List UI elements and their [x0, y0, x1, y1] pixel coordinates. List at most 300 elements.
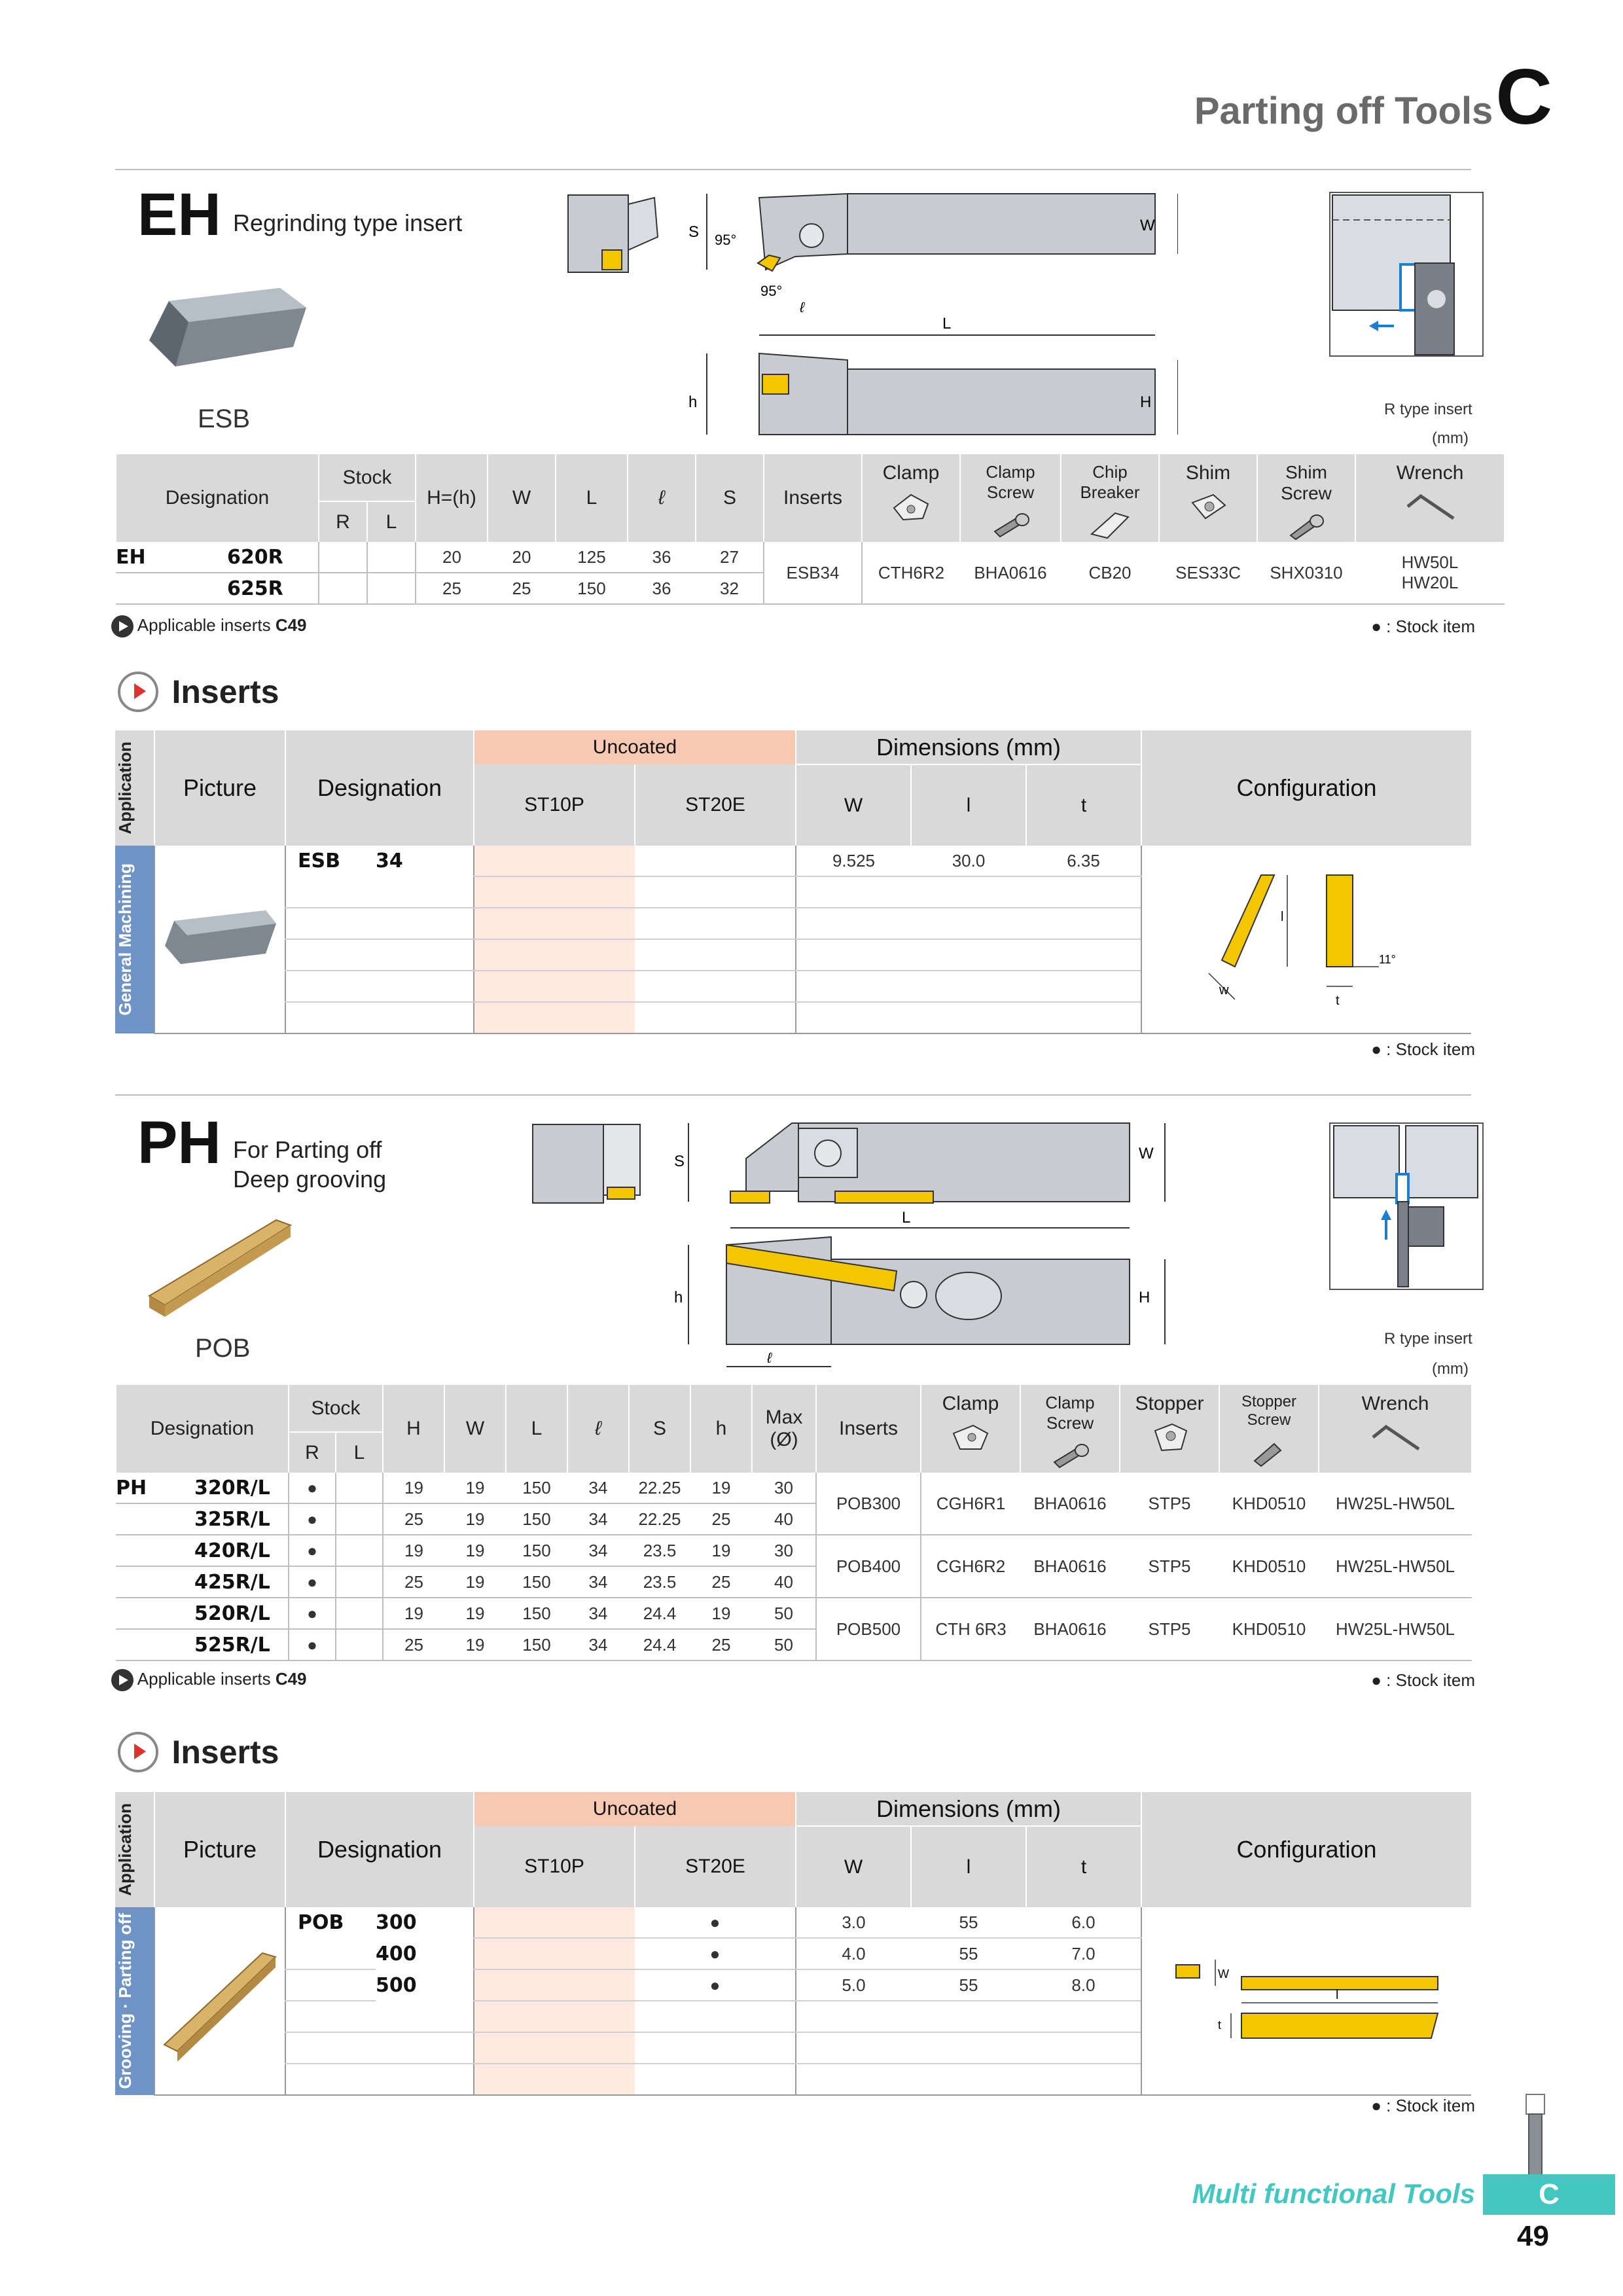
ph-h-L: L — [506, 1385, 567, 1473]
eh-h-h: H=(h) — [416, 454, 488, 542]
eh-h-clamp-screw-label: Clamp Screw — [986, 462, 1035, 502]
pob-insert-picture — [158, 1933, 282, 2064]
ph-code: PH — [137, 1109, 221, 1176]
chip-breaker-icon — [1089, 508, 1131, 541]
ph-row-3-H: 25 — [383, 1566, 444, 1598]
eh-row-1-s: 32 — [696, 573, 764, 604]
inserts1-empty-row — [285, 876, 376, 908]
eh-unit: (mm) — [1432, 429, 1469, 447]
eh-row-0-w: 20 — [488, 542, 556, 573]
inserts2-empty-cell — [911, 2064, 1026, 2095]
inserts2-empty-cell — [796, 2064, 911, 2095]
ph-row-3-w: 19 — [444, 1566, 506, 1598]
ph-prefix-empty — [116, 1503, 194, 1535]
ph-front-view — [530, 1122, 645, 1207]
eh-row-1-r — [319, 573, 367, 604]
inserts1-h-dims: Dimensions (mm) — [796, 730, 1141, 764]
inserts1-empty-cell — [635, 908, 796, 939]
ph-h-h: h — [690, 1385, 752, 1473]
inserts2-row-2-t: 8.0 — [1026, 1969, 1141, 2001]
inserts2-row-1-st10p — [474, 1938, 635, 1969]
ph-h-stopper-screw — [1219, 1385, 1319, 1473]
eh-h-wrench-label: Wrench — [1396, 462, 1464, 484]
ph-row-4-code: 520R/L — [194, 1598, 289, 1629]
eh-stock-note: ● : Stock item — [1371, 617, 1475, 636]
ph-prefix: PH — [116, 1473, 194, 1503]
ph-row-2-H: 19 — [383, 1535, 444, 1566]
stopper-screw-icon — [1248, 1435, 1290, 1467]
ph-rtype: R type insert — [1384, 1330, 1472, 1348]
ph-group-1-clamp: CGH6R2 — [921, 1535, 1020, 1598]
ph-row-3-max: 40 — [752, 1566, 816, 1598]
ph-row-5-code: 525R/L — [194, 1629, 289, 1660]
ph-row-0-s: 22.25 — [629, 1473, 690, 1503]
ph-row-4-h: 19 — [690, 1598, 752, 1629]
inserts1-empty-cell — [635, 971, 796, 1002]
inserts1-picture — [154, 846, 285, 1033]
ph-row-5-ll: 34 — [567, 1629, 629, 1660]
ph-h-stopper-screw-label: Stopper Screw — [1241, 1393, 1297, 1429]
ph-row-3-ll: 34 — [567, 1566, 629, 1598]
eh-h-l: L — [367, 501, 416, 542]
eh-code: EH — [137, 181, 221, 248]
eh-dim-h: h — [688, 393, 698, 411]
ph-prefix-empty — [116, 1566, 194, 1598]
ph-prefix-empty — [116, 1629, 194, 1660]
ph-h-inserts: Inserts — [816, 1385, 921, 1473]
inserts1-empty-cell — [376, 971, 474, 1002]
inserts1-row-0-l: 30.0 — [911, 846, 1026, 876]
ph-group-2-stopper: STP5 — [1120, 1598, 1219, 1660]
eh-dim-L: L — [942, 315, 952, 332]
inserts2-h-t: t — [1026, 1826, 1141, 1907]
inserts2-empty-cell — [376, 2001, 474, 2032]
pob-config-drawing — [1163, 1940, 1451, 2058]
inserts1-empty-cell — [376, 939, 474, 971]
ph-row-2-h: 19 — [690, 1535, 752, 1566]
ph-group-1-stopper-screw: KHD0510 — [1219, 1535, 1319, 1598]
arrow-circle-icon — [111, 615, 134, 637]
ph-h-max — [752, 1385, 816, 1473]
eh-row-1-code: 625R — [227, 573, 319, 604]
ph-group-2-stopper-screw: KHD0510 — [1219, 1598, 1319, 1660]
screw-icon — [1049, 1439, 1091, 1471]
eh-h-r: R — [319, 501, 367, 542]
eh-row-1-h: 25 — [416, 573, 488, 604]
eh-row-0-L: 125 — [556, 542, 628, 573]
inserts1-empty-cell — [1026, 908, 1141, 939]
inserts2-empty-cell — [635, 2032, 796, 2064]
inserts1-empty-cell — [911, 908, 1026, 939]
eh-row-0-h: 20 — [416, 542, 488, 573]
inserts1-empty-cell — [796, 876, 911, 908]
inserts2-empty-cell — [1026, 2064, 1141, 2095]
eh-application-diagram — [1329, 191, 1486, 358]
ph-group-2-wrench: HW25L-HW50L — [1319, 1598, 1472, 1660]
eh-subtitle: Regrinding type insert — [233, 209, 463, 236]
ph-row-0-ll: 34 — [567, 1473, 629, 1503]
eh-h-s: S — [696, 454, 764, 542]
ph-application-diagram — [1329, 1122, 1486, 1292]
inserts2-heading — [118, 1732, 279, 1772]
esb-insert-picture — [161, 901, 279, 973]
ph-h-clamp-screw — [1020, 1385, 1120, 1473]
inserts1-h-st20e: ST20E — [635, 764, 796, 846]
ph-prefix-empty — [116, 1535, 194, 1566]
inserts2-empty-row — [285, 2001, 376, 2032]
section-divider — [115, 1094, 1471, 1096]
ph-h-wrench — [1319, 1385, 1472, 1473]
inserts2-row-1-code: 400 — [376, 1942, 417, 1965]
eh-row-0-ll: 36 — [628, 542, 696, 573]
eh-row-1-l — [367, 573, 416, 604]
ph-group-1-clamp-screw: BHA0616 — [1020, 1535, 1120, 1598]
eh-applicable-label: Applicable inserts — [137, 615, 271, 635]
ph-row-0-L: 150 — [506, 1473, 567, 1503]
inserts1-empty-cell — [796, 971, 911, 1002]
inserts1-empty-cell — [796, 1002, 911, 1033]
inserts1-h-l: l — [911, 764, 1026, 846]
esb-config-w: w — [1219, 982, 1228, 997]
ph-group-0-stopper: STP5 — [1120, 1473, 1219, 1535]
inserts1-empty-cell — [474, 908, 635, 939]
inserts2-picture — [154, 1907, 285, 2095]
ph-row-1-s: 22.25 — [629, 1503, 690, 1535]
inserts2-row-1-st20e: ● — [635, 1938, 796, 1969]
eh-insert-name: ESB — [198, 404, 251, 433]
inserts1-empty-row — [285, 908, 376, 939]
inserts1-table — [115, 730, 1471, 1034]
inserts2-row-0-t: 6.0 — [1026, 1907, 1141, 1938]
ph-row-1-H: 25 — [383, 1503, 444, 1535]
ph-insert-name: POB — [195, 1334, 251, 1363]
eh-h-w: W — [488, 454, 556, 542]
inserts2-row-2-l: 55 — [911, 1969, 1026, 2001]
inserts1-empty-cell — [1026, 1002, 1141, 1033]
esb-config-angle: 11° — [1378, 952, 1396, 966]
eh-applicable-note[interactable] — [111, 615, 307, 637]
eh-clamp-screw: BHA0616 — [960, 542, 1061, 604]
inserts2-row-2-st10p — [474, 1969, 635, 2001]
inserts1-stock-note: ● : Stock item — [1371, 1039, 1475, 1059]
ph-row-5-h: 25 — [690, 1629, 752, 1660]
ph-row-1-ll: 34 — [567, 1503, 629, 1535]
inserts1-application: General Machining — [115, 846, 154, 1033]
ph-h-w: W — [444, 1385, 506, 1473]
inserts1-empty-cell — [474, 1002, 635, 1033]
ph-row-0-H: 19 — [383, 1473, 444, 1503]
ph-subtitle-1: For Parting off — [233, 1136, 382, 1163]
inserts1-h-config: Configuration — [1141, 730, 1471, 846]
ph-group-0-wrench: HW25L-HW50L — [1319, 1473, 1472, 1535]
inserts2-row-1-w: 4.0 — [796, 1938, 911, 1969]
ph-row-2-code: 420R/L — [194, 1535, 289, 1566]
ph-row-2-l — [336, 1535, 383, 1566]
eh-row-0-r — [319, 542, 367, 573]
inserts2-empty-cell — [376, 2064, 474, 2095]
play-icon — [118, 1732, 158, 1772]
inserts2-row-0-st10p — [474, 1907, 635, 1938]
inserts2-h-app: Application — [115, 1792, 154, 1907]
ph-dim-l: ℓ — [767, 1350, 772, 1366]
screw-icon — [990, 508, 1031, 541]
ph-h-max-1: Max — [765, 1407, 803, 1428]
ph-row-2-r: ● — [289, 1535, 336, 1566]
eh-h-L: L — [556, 454, 628, 542]
ph-group-2-clamp-screw: BHA0616 — [1020, 1598, 1120, 1660]
eh-clamp: CTH6R2 — [862, 542, 960, 604]
ph-row-5-L: 150 — [506, 1629, 567, 1660]
ph-h-stopper — [1120, 1385, 1219, 1473]
eh-row-1-L: 150 — [556, 573, 628, 604]
eh-h-shim-label: Shim — [1185, 462, 1231, 484]
ph-row-1-L: 150 — [506, 1503, 567, 1535]
inserts2-row-2-code: 500 — [376, 1973, 417, 1997]
pob-config-t: t — [1217, 2018, 1221, 2032]
eh-shim-screw: SHX0310 — [1257, 542, 1355, 604]
ph-group-1-inserts: POB400 — [816, 1535, 921, 1598]
eh-row-0-l — [367, 542, 416, 573]
ph-row-0-max: 30 — [752, 1473, 816, 1503]
inserts2-h-st10p: ST10P — [474, 1826, 635, 1907]
inserts1-h-picture: Picture — [154, 730, 285, 846]
page-header — [1194, 53, 1552, 141]
inserts1-h-w: W — [796, 764, 911, 846]
eh-h-shim-screw — [1257, 454, 1355, 542]
eh-row-1-w: 25 — [488, 573, 556, 604]
ph-row-2-s: 23.5 — [629, 1535, 690, 1566]
inserts1-empty-cell — [1026, 939, 1141, 971]
inserts1-empty-cell — [376, 1002, 474, 1033]
eh-wrench-2: HW20L — [1401, 573, 1459, 592]
ph-row-4-ll: 34 — [567, 1598, 629, 1629]
inserts2-empty-cell — [474, 2001, 635, 2032]
ph-row-4-r: ● — [289, 1598, 336, 1629]
inserts2-empty-cell — [376, 2032, 474, 2064]
ph-row-1-max: 40 — [752, 1503, 816, 1535]
inserts2-application: Grooving · Parting off — [115, 1907, 154, 2095]
stopper-icon — [1149, 1420, 1190, 1453]
ph-group-0-stopper-screw: KHD0510 — [1219, 1473, 1319, 1535]
footer-title: Multi functional Tools — [1192, 2178, 1475, 2209]
inserts1-title: Inserts — [171, 673, 279, 710]
inserts1-row-0-w: 9.525 — [796, 846, 911, 876]
ph-group-0-inserts: POB300 — [816, 1473, 921, 1535]
ph-row-3-s: 23.5 — [629, 1566, 690, 1598]
inserts1-empty-row — [285, 1002, 376, 1033]
inserts2-h-designation: Designation — [285, 1792, 474, 1907]
ph-row-5-l — [336, 1629, 383, 1660]
eh-row-1-ll: 36 — [628, 573, 696, 604]
pob-config-w: W — [1217, 1967, 1229, 1981]
inserts1-empty-cell — [635, 876, 796, 908]
inserts1-h-t: t — [1026, 764, 1141, 846]
ph-row-1-h: 25 — [690, 1503, 752, 1535]
inserts1-empty-cell — [376, 876, 474, 908]
eh-h-shim-screw-label: Shim Screw — [1281, 462, 1332, 503]
ph-row-5-s: 24.4 — [629, 1629, 690, 1660]
inserts2-empty-cell — [796, 2032, 911, 2064]
clamp-icon — [950, 1420, 991, 1453]
inserts2-h-w: W — [796, 1826, 911, 1907]
ph-row-4-l — [336, 1598, 383, 1629]
ph-row-4-w: 19 — [444, 1598, 506, 1629]
eh-row-0-code: 620R — [227, 542, 319, 573]
inserts1-config — [1141, 846, 1471, 1033]
inserts1-empty-cell — [911, 939, 1026, 971]
ph-row-1-l — [336, 1503, 383, 1535]
ph-subtitle — [233, 1135, 386, 1194]
ph-prefix-empty — [116, 1598, 194, 1629]
eh-dim-angle2: 95° — [760, 283, 783, 299]
inserts2-h-l: l — [911, 1826, 1026, 1907]
inserts1-h-designation: Designation — [285, 730, 474, 846]
ph-applicable-ref: C49 — [275, 1669, 307, 1689]
ph-row-0-l — [336, 1473, 383, 1503]
inserts1-empty-cell — [796, 939, 911, 971]
ph-h-max-2: (Ø) — [770, 1429, 798, 1450]
ph-dim-H: H — [1139, 1289, 1150, 1306]
ph-subtitle-2: Deep grooving — [233, 1166, 387, 1193]
inserts1-empty-cell — [635, 1002, 796, 1033]
ph-dim-h: h — [674, 1289, 683, 1306]
arrow-circle-icon — [111, 1669, 134, 1691]
ph-h-l: L — [336, 1432, 383, 1473]
inserts2-h-picture: Picture — [154, 1792, 285, 1907]
ph-h-stock: Stock — [289, 1385, 383, 1432]
ph-h-ll: ℓ — [567, 1385, 629, 1473]
inserts1-h-app: Application — [115, 730, 154, 846]
ph-row-0-w: 19 — [444, 1473, 506, 1503]
ph-group-0-clamp: CGH6R1 — [921, 1473, 1020, 1535]
shim-icon — [1187, 490, 1229, 522]
eh-wrench-1: HW50L — [1401, 552, 1459, 572]
inserts1-empty-row — [285, 939, 376, 971]
eh-h-chip-breaker — [1061, 454, 1159, 542]
inserts1-empty-cell — [911, 1002, 1026, 1033]
eh-h-clamp — [862, 454, 960, 542]
inserts2-prefix-empty — [285, 1969, 376, 2001]
eh-h-ll: ℓ — [628, 454, 696, 542]
inserts1-empty-cell — [635, 939, 796, 971]
eh-row-0-s: 27 — [696, 542, 764, 573]
eh-dim-s: S — [688, 223, 700, 241]
inserts2-stock-note: ● : Stock item — [1371, 2096, 1475, 2115]
ph-applicable-note[interactable] — [111, 1669, 307, 1691]
wrench-icon — [1369, 1420, 1421, 1453]
inserts2-row-1-t: 7.0 — [1026, 1938, 1141, 1969]
inserts1-empty-cell — [796, 908, 911, 939]
eh-h-shim — [1159, 454, 1257, 542]
eh-h-designation: Designation — [116, 454, 319, 542]
header-divider — [115, 169, 1471, 170]
ph-h-clamp-screw-label: Clamp Screw — [1045, 1393, 1095, 1433]
ph-row-5-max: 50 — [752, 1629, 816, 1660]
inserts2-config — [1141, 1907, 1471, 2095]
ph-unit: (mm) — [1432, 1360, 1469, 1378]
ph-group-2-clamp: CTH 6R3 — [921, 1598, 1020, 1660]
eh-prefix-empty — [116, 573, 227, 604]
inserts2-h-st20e: ST20E — [635, 1826, 796, 1907]
eh-applicable-ref: C49 — [275, 615, 307, 635]
esb-insert-image — [149, 281, 313, 373]
ph-dim-s: S — [674, 1153, 685, 1170]
eh-h-inserts: Inserts — [764, 454, 862, 542]
inserts2-empty-cell — [635, 2064, 796, 2095]
inserts2-row-0-l: 55 — [911, 1907, 1026, 1938]
eh-dim-angle1: 95° — [715, 232, 737, 248]
ph-row-4-L: 150 — [506, 1598, 567, 1629]
wrench-icon — [1404, 490, 1456, 522]
inserts1-prefix: ESB — [285, 846, 376, 876]
inserts2-title: Inserts — [171, 1734, 279, 1770]
ph-row-3-h: 25 — [690, 1566, 752, 1598]
inserts2-empty-cell — [474, 2064, 635, 2095]
inserts2-row-0-st20e: ● — [635, 1907, 796, 1938]
inserts1-row-0-t: 6.35 — [1026, 846, 1141, 876]
ph-h-s: S — [629, 1385, 690, 1473]
ph-row-4-H: 19 — [383, 1598, 444, 1629]
inserts2-h-dims: Dimensions (mm) — [796, 1792, 1141, 1826]
inserts1-heading — [118, 672, 279, 712]
inserts2-row-2-w: 5.0 — [796, 1969, 911, 2001]
inserts1-empty-cell — [1026, 971, 1141, 1002]
inserts2-row-0-w: 3.0 — [796, 1907, 911, 1938]
eh-chip-breaker: CB20 — [1061, 542, 1159, 604]
inserts1-empty-cell — [1026, 876, 1141, 908]
inserts2-row-0-code: 300 — [376, 1911, 417, 1934]
inserts2-empty-row — [285, 2032, 376, 2064]
inserts1-row-0-st20e — [635, 846, 796, 876]
ph-row-2-ll: 34 — [567, 1535, 629, 1566]
eh-dim-H: H — [1140, 393, 1152, 411]
eh-prefix: EH — [116, 542, 227, 573]
inserts1-empty-cell — [376, 908, 474, 939]
section-letter: C — [1495, 53, 1552, 141]
pob-insert-image — [145, 1211, 302, 1322]
ph-row-3-r: ● — [289, 1566, 336, 1598]
ph-row-3-l — [336, 1566, 383, 1598]
ph-row-3-code: 425R/L — [194, 1566, 289, 1598]
page-number: 49 — [1517, 2220, 1549, 2252]
inserts2-empty-cell — [1026, 2001, 1141, 2032]
ph-group-2-inserts: POB500 — [816, 1598, 921, 1660]
eh-front-view — [563, 191, 661, 276]
ph-row-5-H: 25 — [383, 1629, 444, 1660]
eh-h-chip-breaker-label: Chip Breaker — [1080, 462, 1140, 502]
inserts2-empty-cell — [635, 2001, 796, 2032]
eh-inserts: ESB34 — [764, 542, 862, 604]
ph-row-2-max: 30 — [752, 1535, 816, 1566]
ph-row-1-code: 325R/L — [194, 1503, 289, 1535]
esb-config-l: l — [1280, 909, 1283, 924]
esb-config-drawing — [1163, 855, 1451, 1019]
ph-row-1-w: 19 — [444, 1503, 506, 1535]
shim-screw-icon — [1285, 509, 1327, 542]
page-title: Parting off Tools — [1194, 90, 1493, 132]
inserts1-empty-cell — [474, 939, 635, 971]
eh-h-wrench — [1355, 454, 1505, 542]
inserts1-h-st10p: ST10P — [474, 764, 635, 846]
ph-row-5-r: ● — [289, 1629, 336, 1660]
ph-h-clamp — [921, 1385, 1020, 1473]
ph-row-4-max: 50 — [752, 1598, 816, 1629]
pob-config-l: l — [1335, 1987, 1338, 2002]
inserts2-empty-cell — [911, 2001, 1026, 2032]
inserts1-empty-cell — [911, 876, 1026, 908]
eh-shim: SES33C — [1159, 542, 1257, 604]
ph-row-0-h: 19 — [690, 1473, 752, 1503]
